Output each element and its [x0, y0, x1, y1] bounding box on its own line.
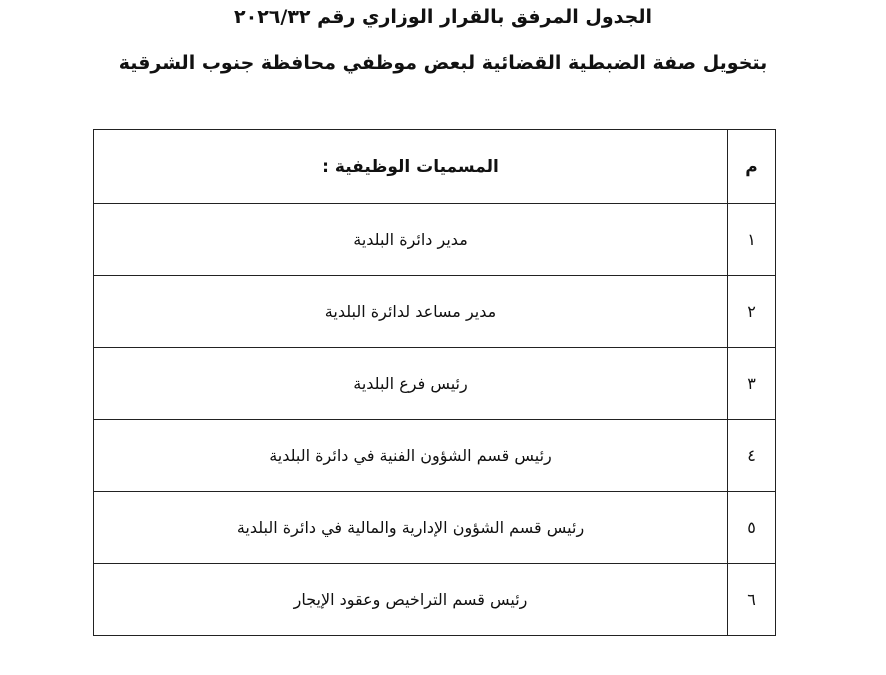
- row-job-title: رئيس فرع البلدية: [94, 348, 728, 420]
- row-job-title: رئيس قسم التراخيص وعقود الإيجار: [94, 564, 728, 636]
- table-row: [94, 492, 776, 564]
- table-row: [94, 420, 776, 492]
- table-row: [94, 204, 776, 276]
- document-subtitle: بتخويل صفة الضبطية القضائية لبعض موظفي محافظة جنوب الشرقية: [118, 52, 768, 74]
- table-row: [94, 348, 776, 420]
- row-job-title: مدير دائرة البلدية: [94, 204, 728, 276]
- row-job-title: مدير مساعد لدائرة البلدية: [94, 276, 728, 348]
- table-row: [94, 564, 776, 636]
- row-number: ١: [728, 204, 776, 276]
- row-number: ٢: [728, 276, 776, 348]
- header-number: م: [728, 130, 776, 204]
- row-job-title: رئيس قسم الشؤون الإدارية والمالية في دائرة البلدية: [94, 492, 728, 564]
- job-titles-table: [93, 129, 776, 636]
- table-header-row: [94, 130, 776, 204]
- document-title: الجدول المرفق بالقرار الوزاري رقم ٢٠٢٦/٣٢: [234, 6, 652, 28]
- row-number: ٥: [728, 492, 776, 564]
- row-number: ٦: [728, 564, 776, 636]
- row-job-title: رئيس قسم الشؤون الفنية في دائرة البلدية: [94, 420, 728, 492]
- row-number: ٤: [728, 420, 776, 492]
- table-row: [94, 276, 776, 348]
- row-number: ٣: [728, 348, 776, 420]
- header-job-titles: المسميات الوظيفية :: [94, 130, 728, 204]
